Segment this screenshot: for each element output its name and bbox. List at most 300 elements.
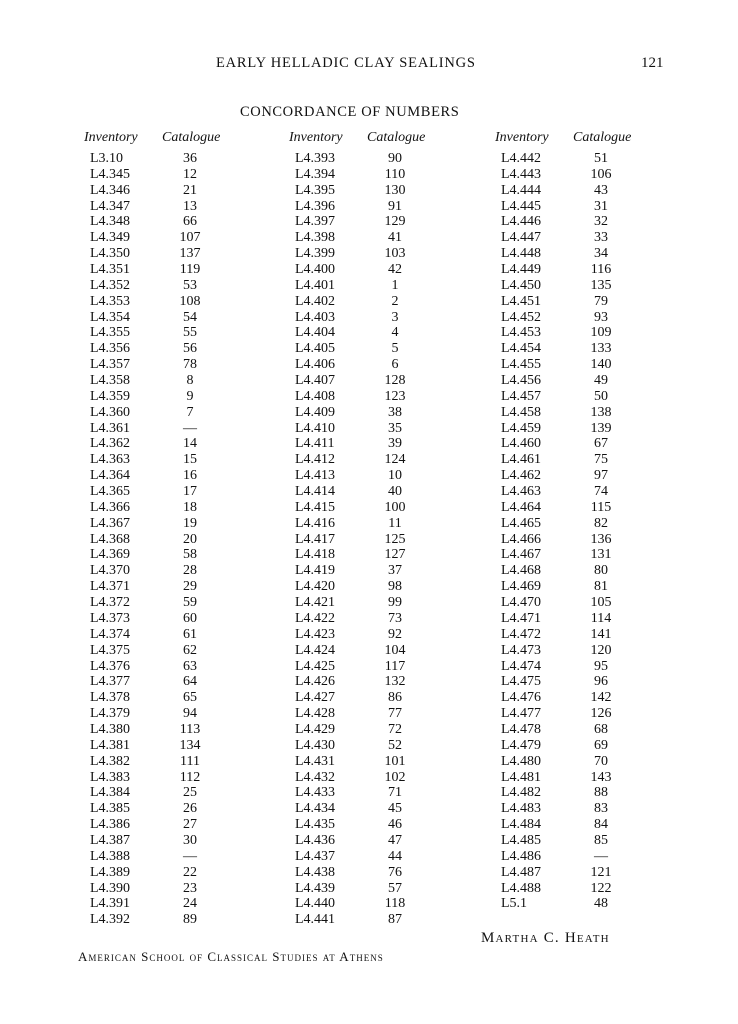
catalogue-number: 40 (388, 484, 402, 500)
catalogue-number: 90 (388, 151, 402, 166)
inventory-number: L4.353 (90, 293, 131, 309)
inventory-number: L4.373 (90, 610, 131, 626)
catalogue-number: 138 (590, 404, 612, 420)
catalogue-number: 18 (183, 499, 197, 515)
inventory-number: L4.461 (501, 452, 542, 468)
inventory-number: L4.449 (501, 262, 542, 278)
inventory-number: L4.481 (501, 769, 542, 785)
inventory-number: L4.369 (90, 547, 131, 563)
inventory-number: L4.486 (501, 848, 542, 864)
inventory-number: L4.427 (295, 690, 336, 706)
inventory-number: L4.358 (90, 373, 131, 389)
inventory-number: L4.450 (501, 277, 542, 293)
catalogue-number: 93 (594, 309, 608, 325)
catalogue-number: 86 (388, 690, 402, 706)
catalogue-number: 98 (388, 579, 402, 595)
inventory-header: Inventory (84, 130, 138, 145)
inventory-number: L4.474 (501, 658, 542, 674)
catalogue-number: 135 (590, 277, 612, 293)
catalogue-number: 67 (594, 436, 608, 452)
inventory-number: L4.349 (90, 230, 131, 246)
catalogue-number: 13 (183, 198, 197, 214)
catalogue-number: 5 (391, 341, 399, 357)
inventory-number: L4.406 (295, 357, 336, 373)
inventory-number: L4.454 (501, 341, 542, 357)
inventory-number: L4.424 (295, 642, 336, 658)
inventory-number: L4.412 (295, 452, 336, 468)
inventory-number: L4.462 (501, 468, 542, 484)
inventory-number: L4.347 (90, 198, 131, 214)
inventory-number: L4.394 (295, 166, 336, 182)
catalogue-number: 117 (384, 658, 406, 674)
inventory-number: L4.456 (501, 373, 542, 389)
inventory-number: L4.430 (295, 737, 336, 753)
inventory-number: L4.467 (501, 547, 542, 563)
catalogue-number: 112 (179, 769, 201, 785)
inventory-number: L4.361 (90, 420, 131, 436)
catalogue-number: 79 (594, 293, 608, 309)
inventory-number: L4.435 (295, 817, 336, 833)
inventory-number: L4.367 (90, 515, 131, 531)
inventory-number: L4.442 (501, 151, 542, 166)
inventory-number: L4.382 (90, 753, 131, 769)
inventory-number: L4.440 (295, 896, 336, 912)
catalogue-number: 7 (186, 404, 194, 420)
inventory-number: L4.372 (90, 595, 131, 611)
catalogue-number: 131 (590, 547, 612, 563)
catalogue-number: 43 (594, 182, 608, 198)
inventory-number: L4.398 (295, 230, 336, 246)
inventory-number: L4.346 (90, 182, 131, 198)
inventory-number: L4.443 (501, 166, 542, 182)
catalogue-number: 46 (388, 817, 402, 833)
inventory-number: L4.484 (501, 817, 542, 833)
inventory-number: L4.396 (295, 198, 336, 214)
inventory-number: L4.355 (90, 325, 131, 341)
inventory-number: L4.445 (501, 198, 542, 214)
inventory-number: L4.376 (90, 658, 131, 674)
inventory-number: L4.360 (90, 404, 131, 420)
concordance-title: CONCORDANCE OF NUMBERS (240, 104, 460, 120)
inventory-number: L4.478 (501, 721, 542, 737)
catalogue-number: 28 (183, 563, 197, 579)
inventory-number: L4.383 (90, 769, 131, 785)
inventory-number: L4.362 (90, 436, 131, 452)
catalogue-number: 115 (590, 499, 612, 515)
inventory-number: L4.410 (295, 420, 336, 436)
catalogue-number: 100 (384, 499, 406, 515)
inventory-number: L4.457 (501, 388, 542, 404)
inventory-number: L4.485 (501, 832, 542, 848)
catalogue-number: 76 (388, 864, 402, 880)
inventory-number: L4.447 (501, 230, 542, 246)
inventory-number: L4.441 (295, 912, 336, 928)
catalogue-number: 17 (183, 484, 197, 500)
catalogue-number: 56 (183, 341, 197, 357)
catalogue-number: 2 (391, 293, 399, 309)
inventory-number: L4.468 (501, 563, 542, 579)
inventory-number: L4.465 (501, 515, 542, 531)
catalogue-number: 99 (388, 595, 402, 611)
catalogue-number: 133 (590, 341, 612, 357)
inventory-number: L4.471 (501, 610, 542, 626)
catalogue-number: 126 (590, 706, 612, 722)
catalogue-header: Catalogue (367, 130, 426, 145)
inventory-number: L4.460 (501, 436, 542, 452)
inventory-number: L4.370 (90, 563, 131, 579)
inventory-number: L4.425 (295, 658, 336, 674)
catalogue-number: 50 (594, 388, 608, 404)
inventory-number: L4.438 (295, 864, 336, 880)
catalogue-number: 22 (183, 864, 197, 880)
inventory-number: L4.431 (295, 753, 336, 769)
inventory-number: L4.380 (90, 721, 131, 737)
catalogue-number: 82 (594, 515, 608, 531)
catalogue-number: 94 (183, 706, 197, 722)
inventory-number: L4.415 (295, 499, 336, 515)
inventory-number: L4.451 (501, 293, 542, 309)
inventory-number: L4.359 (90, 388, 131, 404)
catalogue-number: 123 (384, 388, 406, 404)
inventory-number: L4.469 (501, 579, 542, 595)
catalogue-number: 106 (590, 166, 612, 182)
catalogue-number: 65 (183, 690, 197, 706)
inventory-number: L4.405 (295, 341, 336, 357)
catalogue-number: 1 (391, 277, 399, 293)
inventory-number: L4.365 (90, 484, 131, 500)
catalogue-number: 84 (594, 817, 608, 833)
catalogue-number: 71 (388, 785, 402, 801)
catalogue-number: 141 (590, 626, 612, 642)
catalogue-number: 72 (388, 721, 402, 737)
catalogue-number: 23 (183, 880, 197, 896)
inventory-number: L4.401 (295, 277, 336, 293)
catalogue-number: 21 (183, 182, 197, 198)
inventory-number: L4.414 (295, 484, 336, 500)
catalogue-number: 75 (594, 452, 608, 468)
inventory-number: L4.348 (90, 214, 131, 230)
catalogue-number: 55 (183, 325, 197, 341)
inventory-number: L4.375 (90, 642, 131, 658)
inventory-number: L4.393 (295, 151, 336, 166)
catalogue-header: Catalogue (162, 130, 221, 145)
inventory-number: L4.452 (501, 309, 542, 325)
catalogue-number: 45 (388, 801, 402, 817)
inventory-number: L4.391 (90, 896, 131, 912)
catalogue-number: 58 (183, 547, 197, 563)
catalogue-number: 49 (594, 373, 608, 389)
catalogue-number: 59 (183, 595, 197, 611)
catalogue-number: 125 (384, 531, 406, 547)
inventory-number: L4.345 (90, 166, 131, 182)
catalogue-number: 101 (384, 753, 406, 769)
catalogue-number: 64 (183, 674, 197, 690)
catalogue-number: 124 (384, 452, 406, 468)
inventory-number: L4.350 (90, 246, 131, 262)
inventory-number: L4.407 (295, 373, 336, 389)
catalogue-number: 130 (384, 182, 406, 198)
catalogue-number: 85 (594, 832, 608, 848)
catalogue-number: 3 (391, 309, 399, 325)
inventory-number: L4.473 (501, 642, 542, 658)
catalogue-number: 105 (590, 595, 612, 611)
running-head: EARLY HELLADIC CLAY SEALINGS (216, 55, 476, 71)
catalogue-number: 92 (388, 626, 402, 642)
catalogue-number: 61 (183, 626, 197, 642)
inventory-number: L4.458 (501, 404, 542, 420)
catalogue-number: 62 (183, 642, 197, 658)
catalogue-number: 114 (590, 610, 612, 626)
catalogue-number: 140 (590, 357, 612, 373)
catalogue-number: 109 (590, 325, 612, 341)
catalogue-number: 80 (594, 563, 608, 579)
catalogue-number: 4 (391, 325, 399, 341)
inventory-number: L4.385 (90, 801, 131, 817)
inventory-number: L4.429 (295, 721, 336, 737)
inventory-number: L4.470 (501, 595, 542, 611)
catalogue-number: 15 (183, 452, 197, 468)
catalogue-number: 42 (388, 262, 402, 278)
catalogue-number: 11 (388, 515, 402, 531)
inventory-number: L4.453 (501, 325, 542, 341)
catalogue-number: 33 (594, 230, 608, 246)
inventory-number: L4.364 (90, 468, 131, 484)
inventory-number: L3.10 (90, 151, 124, 166)
catalogue-number: 36 (183, 151, 197, 166)
inventory-number: L4.413 (295, 468, 336, 484)
inventory-number: L4.418 (295, 547, 336, 563)
catalogue-number: 73 (388, 610, 402, 626)
catalogue-number: 128 (384, 373, 406, 389)
catalogue-number: 129 (384, 214, 406, 230)
catalogue-number: 118 (384, 896, 406, 912)
inventory-number: L4.476 (501, 690, 542, 706)
inventory-number: L4.388 (90, 848, 131, 864)
catalogue-number: 143 (590, 769, 612, 785)
catalogue-number: 25 (183, 785, 197, 801)
catalogue-number: 70 (594, 753, 608, 769)
catalogue-number: 78 (183, 357, 197, 373)
inventory-number: L4.377 (90, 674, 131, 690)
catalogue-number: 137 (179, 246, 201, 262)
catalogue-number: 8 (186, 373, 194, 389)
inventory-number: L4.472 (501, 626, 542, 642)
catalogue-number: 26 (183, 801, 197, 817)
catalogue-number: 107 (179, 230, 201, 246)
inventory-number: L4.459 (501, 420, 542, 436)
inventory-number: L4.402 (295, 293, 336, 309)
inventory-number: L4.455 (501, 357, 542, 373)
author-affiliation: American School of Classical Studies at Athens (78, 949, 384, 964)
inventory-number: L4.357 (90, 357, 131, 373)
catalogue-number: 74 (594, 484, 608, 500)
catalogue-number: 14 (183, 436, 197, 452)
catalogue-number: 134 (179, 737, 201, 753)
catalogue-number: 81 (594, 579, 608, 595)
catalogue-number: — (594, 848, 608, 864)
catalogue-number: 127 (384, 547, 406, 563)
inventory-number: L4.389 (90, 864, 131, 880)
catalogue-number: 38 (388, 404, 402, 420)
inventory-number: L4.386 (90, 817, 131, 833)
catalogue-number: 10 (388, 468, 402, 484)
inventory-header: Inventory (495, 130, 549, 145)
catalogue-number: 116 (590, 262, 612, 278)
catalogue-number: 20 (183, 531, 197, 547)
catalogue-number: 39 (388, 436, 402, 452)
catalogue-number: 69 (594, 737, 608, 753)
inventory-number: L4.479 (501, 737, 542, 753)
inventory-number: L4.384 (90, 785, 131, 801)
catalogue-number: 113 (179, 721, 201, 737)
inventory-number: L4.482 (501, 785, 542, 801)
inventory-number: L4.423 (295, 626, 336, 642)
catalogue-number: 120 (590, 642, 612, 658)
catalogue-number: 57 (388, 880, 402, 896)
catalogue-number: 63 (183, 658, 197, 674)
catalogue-number: 88 (594, 785, 608, 801)
inventory-number: L4.488 (501, 880, 542, 896)
catalogue-number: 89 (183, 912, 197, 928)
inventory-number: L4.392 (90, 912, 131, 928)
inventory-number: L4.379 (90, 706, 131, 722)
catalogue-number: 54 (183, 309, 197, 325)
inventory-number: L4.366 (90, 499, 131, 515)
catalogue-number: 95 (594, 658, 608, 674)
inventory-number: L4.411 (295, 436, 335, 452)
inventory-number: L4.400 (295, 262, 336, 278)
inventory-number: L4.417 (295, 531, 336, 547)
catalogue-number: 31 (594, 198, 608, 214)
catalogue-header: Catalogue (573, 130, 632, 145)
catalogue-number: 48 (594, 896, 608, 912)
inventory-number: L4.397 (295, 214, 336, 230)
inventory-number: L4.426 (295, 674, 336, 690)
author-signature: Martha C. Heath (481, 930, 610, 946)
catalogue-number: 47 (388, 832, 402, 848)
inventory-number: L4.446 (501, 214, 542, 230)
catalogue-number: 132 (384, 674, 406, 690)
catalogue-number: 29 (183, 579, 197, 595)
inventory-number: L4.416 (295, 515, 336, 531)
catalogue-number: 87 (388, 912, 402, 928)
catalogue-number: 30 (183, 832, 197, 848)
inventory-number: L4.356 (90, 341, 131, 357)
inventory-number: L5.1 (501, 896, 528, 912)
inventory-number: L4.475 (501, 674, 542, 690)
inventory-number: L4.419 (295, 563, 336, 579)
catalogue-number: 37 (388, 563, 402, 579)
catalogue-number: 44 (388, 848, 402, 864)
catalogue-number: 52 (388, 737, 402, 753)
catalogue-number: 68 (594, 721, 608, 737)
catalogue-number: 19 (183, 515, 197, 531)
inventory-number: L4.354 (90, 309, 131, 325)
catalogue-number: 60 (183, 610, 197, 626)
catalogue-number: 77 (388, 706, 402, 722)
inventory-number: L4.352 (90, 277, 131, 293)
inventory-number: L4.374 (90, 626, 131, 642)
inventory-number: L4.363 (90, 452, 131, 468)
inventory-number: L4.463 (501, 484, 542, 500)
inventory-number: L4.420 (295, 579, 336, 595)
catalogue-number: 32 (594, 214, 608, 230)
inventory-number: L4.483 (501, 801, 542, 817)
inventory-number: L4.439 (295, 880, 336, 896)
inventory-number: L4.368 (90, 531, 131, 547)
inventory-number: L4.381 (90, 737, 131, 753)
catalogue-number: 9 (186, 388, 194, 404)
inventory-number: L4.371 (90, 579, 131, 595)
inventory-number: L4.487 (501, 864, 542, 880)
inventory-number: L4.434 (295, 801, 336, 817)
catalogue-number: 142 (590, 690, 612, 706)
page-number: 121 (641, 55, 664, 71)
catalogue-number: 53 (183, 277, 197, 293)
inventory-number: L4.436 (295, 832, 336, 848)
inventory-number: L4.409 (295, 404, 336, 420)
catalogue-number: 12 (183, 166, 197, 182)
catalogue-number: 104 (384, 642, 406, 658)
catalogue-number: 41 (388, 230, 402, 246)
inventory-header: Inventory (289, 130, 343, 145)
catalogue-number: 102 (384, 769, 406, 785)
catalogue-number: 121 (590, 864, 612, 880)
inventory-number: L4.378 (90, 690, 131, 706)
catalogue-number: 16 (183, 468, 197, 484)
catalogue-number: 103 (384, 246, 406, 262)
inventory-number: L4.437 (295, 848, 336, 864)
inventory-number: L4.395 (295, 182, 336, 198)
inventory-number: L4.408 (295, 388, 336, 404)
catalogue-number: — (183, 420, 197, 436)
catalogue-number: 66 (183, 214, 197, 230)
inventory-number: L4.404 (295, 325, 336, 341)
catalogue-number: 139 (590, 420, 612, 436)
inventory-number: L4.428 (295, 706, 336, 722)
inventory-number: L4.477 (501, 706, 542, 722)
inventory-number: L4.433 (295, 785, 336, 801)
catalogue-number: 122 (590, 880, 612, 896)
catalogue-number: 110 (384, 166, 406, 182)
inventory-number: L4.390 (90, 880, 131, 896)
catalogue-number: 111 (180, 753, 200, 769)
catalogue-number: 27 (183, 817, 197, 833)
inventory-number: L4.351 (90, 262, 131, 278)
catalogue-number: 91 (388, 198, 402, 214)
catalogue-number: 34 (594, 246, 608, 262)
catalogue-number: 96 (594, 674, 608, 690)
catalogue-number: 51 (594, 151, 608, 166)
catalogue-number: 119 (179, 262, 201, 278)
catalogue-number: 97 (594, 468, 608, 484)
catalogue-number: 136 (590, 531, 612, 547)
catalogue-number: — (183, 848, 197, 864)
inventory-number: L4.444 (501, 182, 542, 198)
inventory-number: L4.466 (501, 531, 542, 547)
inventory-number: L4.403 (295, 309, 336, 325)
catalogue-number: 24 (183, 896, 197, 912)
catalogue-number: 108 (179, 293, 201, 309)
catalogue-number: 83 (594, 801, 608, 817)
inventory-number: L4.480 (501, 753, 542, 769)
inventory-number: L4.432 (295, 769, 336, 785)
catalogue-number: 35 (388, 420, 402, 436)
inventory-number: L4.422 (295, 610, 336, 626)
inventory-number: L4.399 (295, 246, 336, 262)
inventory-number: L4.464 (501, 499, 542, 515)
inventory-number: L4.448 (501, 246, 542, 262)
